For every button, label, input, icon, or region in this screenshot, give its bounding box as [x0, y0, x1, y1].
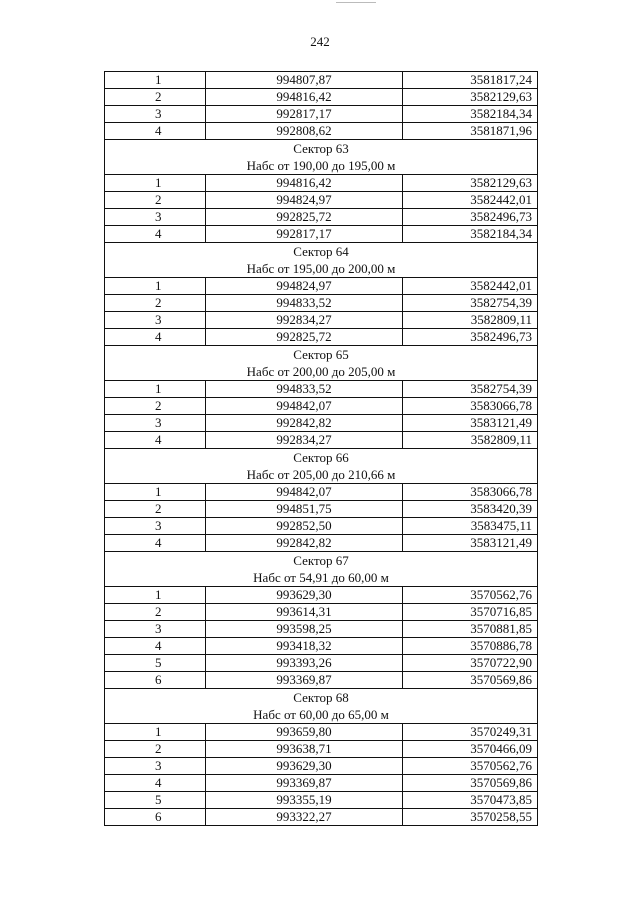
sector-title: Сектор 64 [105, 243, 538, 261]
table-row [105, 278, 538, 295]
x-coordinate-cell: 994851,75 [206, 501, 403, 518]
point-number-cell: 2 [105, 89, 206, 106]
point-number-cell: 3 [105, 621, 206, 638]
x-coordinate-cell: 992825,72 [206, 209, 403, 226]
sector-title: Сектор 63 [105, 140, 538, 158]
table-row [105, 741, 538, 758]
x-coordinate-cell: 992834,27 [206, 312, 403, 329]
point-number-cell: 1 [105, 587, 206, 604]
point-number-cell: 3 [105, 209, 206, 226]
y-coordinate-cell: 3582496,73 [403, 329, 538, 346]
point-number-cell: 1 [105, 72, 206, 89]
point-number-cell: 3 [105, 106, 206, 123]
sector-height-range: Набс от 205,00 до 210,66 м [105, 466, 538, 484]
point-number-cell: 2 [105, 501, 206, 518]
y-coordinate-cell: 3570466,09 [403, 741, 538, 758]
sector-height-range: Набс от 190,00 до 195,00 м [105, 157, 538, 175]
x-coordinate-cell: 994842,07 [206, 484, 403, 501]
point-number-cell: 1 [105, 175, 206, 192]
x-coordinate-cell: 993322,27 [206, 809, 403, 826]
y-coordinate-cell: 3582754,39 [403, 381, 538, 398]
y-coordinate-cell: 3570886,78 [403, 638, 538, 655]
x-coordinate-cell: 992808,62 [206, 123, 403, 140]
x-coordinate-cell: 993598,25 [206, 621, 403, 638]
table-row [105, 209, 538, 226]
table-row [105, 792, 538, 809]
x-coordinate-cell: 993369,87 [206, 672, 403, 689]
x-coordinate-cell: 993629,30 [206, 587, 403, 604]
x-coordinate-cell: 993614,31 [206, 604, 403, 621]
y-coordinate-cell: 3583420,39 [403, 501, 538, 518]
y-coordinate-cell: 3582184,34 [403, 106, 538, 123]
x-coordinate-cell: 992852,50 [206, 518, 403, 535]
table-row [105, 587, 538, 604]
sector-title-row [105, 689, 538, 707]
x-coordinate-cell: 992842,82 [206, 415, 403, 432]
point-number-cell: 2 [105, 192, 206, 209]
x-coordinate-cell: 993659,80 [206, 724, 403, 741]
point-number-cell: 4 [105, 535, 206, 552]
table-row [105, 415, 538, 432]
sector-title-row [105, 346, 538, 364]
sector-height-range: Набс от 200,00 до 205,00 м [105, 363, 538, 381]
sector-title: Сектор 68 [105, 689, 538, 707]
x-coordinate-cell: 993369,87 [206, 775, 403, 792]
table-row [105, 123, 538, 140]
point-number-cell: 2 [105, 741, 206, 758]
sector-title: Сектор 67 [105, 552, 538, 570]
point-number-cell: 2 [105, 604, 206, 621]
point-number-cell: 3 [105, 758, 206, 775]
y-coordinate-cell: 3570716,85 [403, 604, 538, 621]
x-coordinate-cell: 993629,30 [206, 758, 403, 775]
y-coordinate-cell: 3570562,76 [403, 758, 538, 775]
y-coordinate-cell: 3582809,11 [403, 432, 538, 449]
y-coordinate-cell: 3583121,49 [403, 415, 538, 432]
y-coordinate-cell: 3570473,85 [403, 792, 538, 809]
point-number-cell: 4 [105, 226, 206, 243]
sector-height-range-row [105, 157, 538, 175]
sector-title-row [105, 449, 538, 467]
sector-height-range: Набс от 54,91 до 60,00 м [105, 569, 538, 587]
table-row [105, 604, 538, 621]
y-coordinate-cell: 3582129,63 [403, 89, 538, 106]
point-number-cell: 1 [105, 484, 206, 501]
table-row [105, 484, 538, 501]
sector-title-row [105, 552, 538, 570]
table-row [105, 809, 538, 826]
x-coordinate-cell: 994833,52 [206, 295, 403, 312]
table-row [105, 329, 538, 346]
x-coordinate-cell: 993638,71 [206, 741, 403, 758]
point-number-cell: 4 [105, 775, 206, 792]
sector-height-range: Набс от 60,00 до 65,00 м [105, 706, 538, 724]
table-row [105, 724, 538, 741]
table-row [105, 638, 538, 655]
y-coordinate-cell: 3583121,49 [403, 535, 538, 552]
y-coordinate-cell: 3570258,55 [403, 809, 538, 826]
y-coordinate-cell: 3583475,11 [403, 518, 538, 535]
point-number-cell: 3 [105, 518, 206, 535]
sector-title-row [105, 243, 538, 261]
table-row [105, 672, 538, 689]
point-number-cell: 4 [105, 432, 206, 449]
sector-height-range-row [105, 363, 538, 381]
y-coordinate-cell: 3570722,90 [403, 655, 538, 672]
sector-height-range-row [105, 706, 538, 724]
y-coordinate-cell: 3570562,76 [403, 587, 538, 604]
table-row [105, 518, 538, 535]
x-coordinate-cell: 992825,72 [206, 329, 403, 346]
table-row [105, 432, 538, 449]
point-number-cell: 1 [105, 381, 206, 398]
y-coordinate-cell: 3582496,73 [403, 209, 538, 226]
sector-title-row [105, 140, 538, 158]
x-coordinate-cell: 992817,17 [206, 106, 403, 123]
y-coordinate-cell: 3583066,78 [403, 398, 538, 415]
point-number-cell: 1 [105, 724, 206, 741]
x-coordinate-cell: 994816,42 [206, 89, 403, 106]
x-coordinate-cell: 993393,26 [206, 655, 403, 672]
table-row [105, 106, 538, 123]
y-coordinate-cell: 3582754,39 [403, 295, 538, 312]
x-coordinate-cell: 994824,97 [206, 278, 403, 295]
table-row [105, 72, 538, 89]
table-row [105, 758, 538, 775]
x-coordinate-cell: 994824,97 [206, 192, 403, 209]
point-number-cell: 5 [105, 792, 206, 809]
coordinates-table [104, 71, 538, 826]
x-coordinate-cell: 994833,52 [206, 381, 403, 398]
y-coordinate-cell: 3582442,01 [403, 278, 538, 295]
page-number: 242 [310, 34, 330, 49]
y-coordinate-cell: 3582129,63 [403, 175, 538, 192]
x-coordinate-cell: 994807,87 [206, 72, 403, 89]
table-row [105, 226, 538, 243]
scan-artifact-line [336, 2, 376, 3]
point-number-cell: 3 [105, 312, 206, 329]
table-row [105, 175, 538, 192]
table-row [105, 535, 538, 552]
point-number-cell: 4 [105, 638, 206, 655]
table-row [105, 621, 538, 638]
y-coordinate-cell: 3570569,86 [403, 775, 538, 792]
point-number-cell: 1 [105, 278, 206, 295]
table-row [105, 89, 538, 106]
y-coordinate-cell: 3583066,78 [403, 484, 538, 501]
x-coordinate-cell: 994842,07 [206, 398, 403, 415]
y-coordinate-cell: 3582809,11 [403, 312, 538, 329]
table-row [105, 295, 538, 312]
point-number-cell: 4 [105, 123, 206, 140]
y-coordinate-cell: 3581817,24 [403, 72, 538, 89]
table-row [105, 655, 538, 672]
sector-height-range-row [105, 569, 538, 587]
point-number-cell: 2 [105, 295, 206, 312]
y-coordinate-cell: 3570569,86 [403, 672, 538, 689]
x-coordinate-cell: 993355,19 [206, 792, 403, 809]
x-coordinate-cell: 992842,82 [206, 535, 403, 552]
table-row [105, 398, 538, 415]
point-number-cell: 5 [105, 655, 206, 672]
sector-title: Сектор 66 [105, 449, 538, 467]
y-coordinate-cell: 3581871,96 [403, 123, 538, 140]
sector-height-range-row [105, 260, 538, 278]
y-coordinate-cell: 3582184,34 [403, 226, 538, 243]
table-row [105, 501, 538, 518]
point-number-cell: 4 [105, 329, 206, 346]
point-number-cell: 3 [105, 415, 206, 432]
table-row [105, 192, 538, 209]
table-row [105, 775, 538, 792]
x-coordinate-cell: 992834,27 [206, 432, 403, 449]
x-coordinate-cell: 992817,17 [206, 226, 403, 243]
x-coordinate-cell: 994816,42 [206, 175, 403, 192]
x-coordinate-cell: 993418,32 [206, 638, 403, 655]
point-number-cell: 2 [105, 398, 206, 415]
y-coordinate-cell: 3582442,01 [403, 192, 538, 209]
y-coordinate-cell: 3570881,85 [403, 621, 538, 638]
sector-height-range-row [105, 466, 538, 484]
coordinates-table-body [105, 72, 538, 826]
sector-height-range: Набс от 195,00 до 200,00 м [105, 260, 538, 278]
sector-title: Сектор 65 [105, 346, 538, 364]
y-coordinate-cell: 3570249,31 [403, 724, 538, 741]
table-row [105, 381, 538, 398]
point-number-cell: 6 [105, 672, 206, 689]
point-number-cell: 6 [105, 809, 206, 826]
table-row [105, 312, 538, 329]
